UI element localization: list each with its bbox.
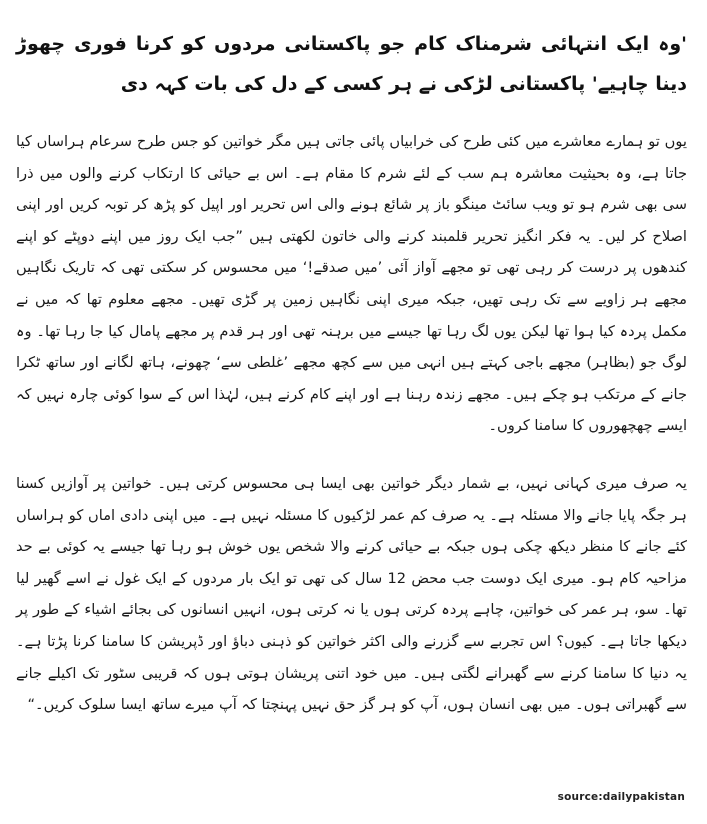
source-credit: source:dailypakistan (557, 791, 685, 803)
article-paragraph-1: یوں تو ہمارے معاشرے میں کئی طرح کی خرابیاں پائی جاتی ہیں مگر خواتین کو جس طرح سرعام ہراساں کیا جاتا ہے، وہ بحیثیت معاشرہ ہم سب کے لئے شرم کا مقام ہے۔ اس بے حیائی کا ارتکاب کرنے والوں میں ذرا سی بھی شرم ہو تو ویب سائٹ مینگو باز پر شائع ہونے والی اس تحریر اور اپیل کو پڑھ کر توبہ کریں اور اپنی اصلاح کر لیں۔ یہ فکر انگیز تحریر قلمبند کرنے والی خاتون لکھتی ہیں ”جب ایک روز میں اپنے دوپٹے کو اپنے کندھوں پر درست کر رہی تھی تو مجھے آواز آئی ’میں صدقے!‘ میں محسوس کر سکتی تھی کہ تاریک نگاہیں مجھے ہر زاویے سے تک رہی تھیں، جبکہ میری اپنی نگاہیں زمین پر گڑی تھیں۔ مجھے معلوم تھا کہ میں نے مکمل پردہ کیا ہوا تھا لیکن یوں لگ رہا تھا جیسے میں برہنہ تھی اور ہر قدم پر مجھے پامال کیا جا رہا تھا۔ وہ لوگ جو (بظاہر) مجھے باجی کہتے ہیں انہی میں سے کچھ مجھے ’غلطی سے‘ چھونے، ہاتھ لگانے اور ساتھ ٹکرا جانے کے مرتکب ہو چکے ہیں۔ مجھے زندہ رہنا ہے اور اپنے کام کرنے ہیں، لہٰذا اس کے سوا کوئی چارہ نہیں کہ ایسے چھچھوروں کا سامنا کروں۔ (16, 133, 687, 435)
article-paragraph-2: یہ صرف میری کہانی نہیں، بے شمار دیگر خواتین بھی ایسا ہی محسوس کرتی ہیں۔ خواتین پر آوازیں کسنا ہر جگہ پایا جانے والا مسئلہ ہے۔ یہ صرف کم عمر لڑکیوں کا مسئلہ نہیں ہے۔ میں اپنی دادی اماں کو ہراساں کئے جانے کا منظر دیکھ چکی ہوں جبکہ بے حیائی کرنے والا شخص یوں خوش ہو رہا تھا جیسے یہ کوئی بے حد مزاحیہ کام ہو۔ میری ایک دوست جب محض 12 سال کی تھی تو ایک بار مردوں کے ایک غول نے اسے گھیر لیا تھا۔ سو، ہر عمر کی خواتین، چاہے پردہ کرتی ہوں یا نہ کرتی ہوں، انہیں انسانوں کی بجائے اشیاء کے طور پر دیکھا جاتا ہے۔ کیوں؟ اس تجربے سے گزرنے والی اکثر خواتین کو ذہنی دباؤ اور ڈپریشن کا سامنا کرنا پڑتا ہے۔ یہ دنیا کا سامنا کرنے سے گھبرانے لگتی ہیں۔ میں خود اتنی پریشان ہوتی ہوں کہ قریبی سٹور تک اکیلے جانے سے گھبراتی ہوں۔ میں بھی انسان ہوں، آپ کو ہر گز حق نہیں پہنچتا کہ آپ میرے ساتھ ایسا سلوک کریں۔“ (16, 474, 687, 714)
article-title: 'وہ ایک انتہائی شرمناک کام جو پاکستانی مردوں کو کرنا فوری چھوڑ دینا چاہیے' پاکستانی لڑکی نے ہر کسی کے دل کی بات کہہ دی (16, 33, 687, 95)
